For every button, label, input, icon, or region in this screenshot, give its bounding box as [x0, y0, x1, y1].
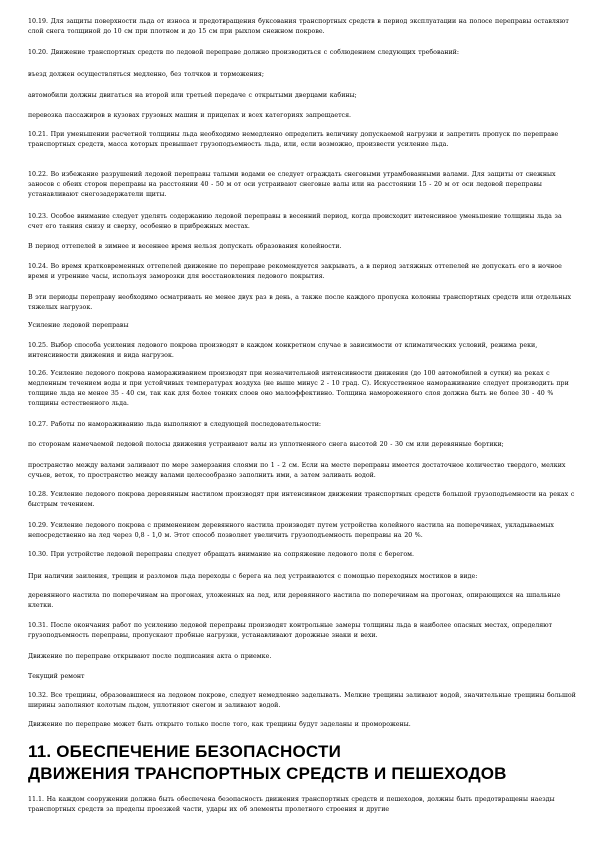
- paragraph-10-22: 10.22. Во избежание разрушений ледовой переправы талыми водами ее следует ограждать снеговыми утрамбованными валами. Для защиты от снежных заносов с обеих сторон переправы на расстоянии 40 - 50 м от оси устраивают снеговые валы или на расстоянии 15 - 20 м от оси ледовой переправы устанавливают снегозадержатели щиты.: [28, 171, 556, 198]
- paragraph-10-27: 10.27. Работы по намораживанию льда выполняют в следующей последовательности:: [28, 421, 322, 428]
- paragraph-10-31: 10.31. После окончания работ по усилению ледовой переправы производят контрольные замеры толщины льда в наиболее опасных местах, определяют грузоподъемность переправы, пропускают пробные нагрузки, устанавливают дорожные знаки и вехи.: [28, 622, 553, 639]
- paragraph-10-20: 10.20. Движение транспортных средств по ледовой переправе должно производиться с соблюдением следующих требований:: [28, 49, 459, 56]
- paragraph-text: Движение по переправе открывают после подписания акта о приемке.: [28, 653, 272, 660]
- subheading-ice-reinforcement: Усиление ледовой переправы: [28, 322, 129, 329]
- section-heading-line-2: ДВИЖЕНИЯ ТРАНСПОРТНЫХ СРЕДСТВ И ПЕШЕХОДОВ: [28, 764, 507, 783]
- section-heading: [28, 741, 588, 785]
- paragraph-10-24: 10.24. Во время кратковременных оттепелей движение по переправе рекомендуется закрывать, а в период затяжных оттепелей не допускать его в ночное время и утренние часы, используя заморозки для восстановления ледового покрытия.: [28, 263, 562, 280]
- list-item: пространство между валами заливают по мере замерзания слоями по 1 - 2 см. Если на месте переправы имеется достаточное количество твердого, мелких сучьев, веток, то пространство между валами целесообразно заполнить ими, а затем заливать водой.: [28, 462, 566, 479]
- paragraph-10-29: 10.29. Усиление ледового покрова с применением деревянного настила производят путем устройства колейного настила на поперечинах, укладываемых непосредственно на лед через 0,8 - 1,0 м. Этот способ позволяет увеличить грузоподъемность переправы на 20 %.: [28, 522, 554, 539]
- paragraph-text: Движение по переправе может быть открыто только после того, как трещины будут заделаны и проморожены.: [28, 721, 411, 728]
- list-item: перевозка пассажиров в кузовах грузовых машин и прицепах и всех категориях запрещается.: [28, 112, 352, 119]
- list-item: деревянного настила по поперечинам на прогонах, уложенных на лед, или деревянного настила по поперечинам на прогонах, опирающихся на шпальные клетки.: [28, 592, 561, 609]
- paragraph-10-30: 10.30. При устройстве ледовой переправы следует обращать внимание на сопряжение ледового поля с берегом.: [28, 551, 415, 558]
- paragraph-text: В период оттепелей в зимнее и весеннее время нельзя допускать образования колейности.: [28, 243, 342, 250]
- paragraph-text: В эти периоды переправу необходимо осматривать не менее двух раз в день, а также после каждого пропуска колонны транспортных средств или отдельных тяжелых нагрузок.: [28, 294, 572, 311]
- list-item: по сторонам намечаемой ледовой полосы движения устраивают валы из уплотненного снега высотой 20 - 30 см или деревянные бортики;: [28, 441, 504, 448]
- paragraph-10-19: 10.19. Для защиты поверхности льда от износа и предотвращения буксования транспортных средств в период эксплуатации на полосе переправы оставляют слой снега толщиной до 10 см при плотном и до 15 см при рыхлом снежном покрове.: [28, 18, 569, 35]
- paragraph-10-32: 10.32. Все трещины, образовавшиеся на ледовом покрове, следует немедленно заделывать. Мелкие трещины заливают водой, значительные трещины большой ширины заполняют колотым льдом, уплотняют снегом и заливают водой.: [28, 692, 576, 709]
- subheading-current-repair: Текущий ремонт: [28, 673, 85, 680]
- paragraph-text: При наличии заиления, трещин и разломов льда переходы с берега на лед устраиваются с помощью переходных мостиков в виде:: [28, 573, 478, 580]
- paragraph-10-21: 10.21. При уменьшении расчетной толщины льда необходимо немедленно определить величину допускаемой нагрузки и запретить пропуск по переправе транспортных средств, масса которых превышает грузоподъемность льда, или, если возможно, произвести усиление льда.: [28, 131, 559, 148]
- section-heading-line-1: 11. ОБЕСПЕЧЕНИЕ БЕЗОПАСНОСТИ: [28, 742, 341, 761]
- list-item: въезд должен осуществляться медленно, без толчков и торможения;: [28, 71, 265, 78]
- paragraph-10-26: 10.26. Усиление ледового покрова намораживанием производят при незначительной интенсивности движения (до 100 автомобилей в сутки) на реках с медленным течением воды и при устойчивых температурах воздуха (не выше минус 2 - 10 град. С). Искусственное намораживание следует производить при толщине льда не менее 35 - 40 см, так как для более тонких слоев оно малоэффективно. Толщина намороженного слоя должна быть не более 30 - 40 % толщины естественного льда.: [28, 370, 569, 407]
- list-item: автомобили должны двигаться на второй или третьей передаче с открытыми дверцами кабины;: [28, 92, 357, 99]
- paragraph-11-1: 11.1. На каждом сооружении должна быть обеспечена безопасность движения транспортных средств и пешеходов, должны быть предотвращены наезды транспортных средств за пределы проезжей части, удары их об элементы пролетного строения и другие: [28, 796, 555, 813]
- paragraph-10-25: 10.25. Выбор способа усиления ледового покрова производят в каждом конкретном случае в зависимости от климатических условий, режима реки, интенсивности движения и вида нагрузок.: [28, 342, 538, 359]
- paragraph-10-23: 10.23. Особое внимание следует уделять содержанию ледовой переправы в весенний период, когда происходит интенсивное уменьшение толщины льда за счет его таяния снизу и сверху, особенно в прибрежных местах.: [28, 213, 562, 230]
- paragraph-10-28: 10.28. Усиление ледового покрова деревянным настилом производят при интенсивном движении транспортных средств большой грузоподъемности на реках с быстрым течением.: [28, 491, 575, 508]
